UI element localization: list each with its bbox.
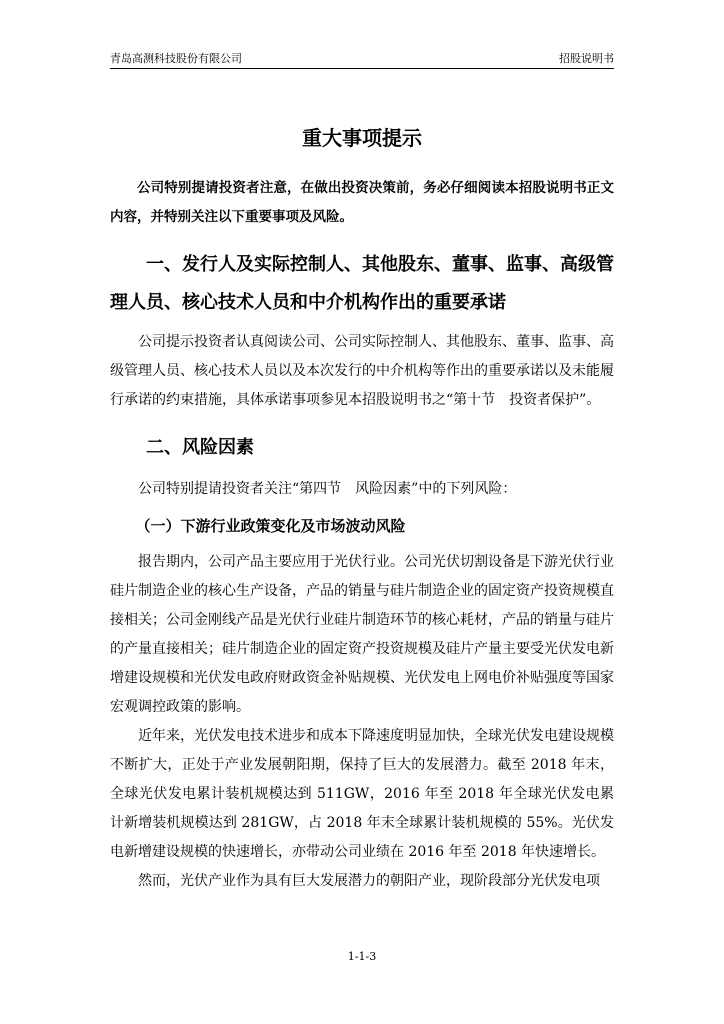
section-2-heading: 二、风险因素 xyxy=(146,437,254,458)
subsection-1-paragraph-2: 近年来，光伏发电技术进步和成本下降速度明显加快，全球光伏发电建设规模不断扩大，正处于产业发展朝阳期，保持了巨大的发展潜力。截至 2018 年末，全球光伏发电累计装机规模达到 511GW，2016 年至 2018 年全球光伏发电累计新增装机规模达到 281GW，占 2018 年末全球累计装机规模的 55%。光伏发电新增建设规模的快速增长，亦带动公司业绩在 2016 年至 2018 年快速增长。 xyxy=(110,728,614,860)
header-company-name: 青岛高测科技股份有限公司 xyxy=(110,52,242,65)
section-1-heading: 一、发行人及实际控制人、其他股东、董事、监事、高级管理人员、核心技术人员和中介机构作出的重要承诺 xyxy=(110,254,614,313)
document-body xyxy=(110,174,614,896)
page-title: 重大事项提示 xyxy=(302,126,422,150)
header-document-type: 招股说明书 xyxy=(559,52,614,65)
intro-paragraph: 公司特别提请投资者注意，在做出投资决策前，务必仔细阅读本招股说明书正文内容，并特别关注以下重要事项及风险。 xyxy=(110,180,614,225)
subsection-1-paragraph-3: 然而，光伏产业作为具有巨大发展潜力的朝阳产业，现阶段部分光伏发电项 xyxy=(138,873,600,889)
page-header xyxy=(110,52,614,69)
section-2-paragraph: 公司特别提请投资者关注“第四节 风险因素”中的下列风险： xyxy=(138,481,517,497)
page-number: 1-1-3 xyxy=(347,950,377,963)
subsection-1-paragraph-1: 报告期内，公司产品主要应用于光伏行业。公司光伏切割设备是下游光伏行业硅片制造企业的核心生产设备，产品的销量与硅片制造企业的固定资产投资规模直接相关；公司金刚线产品是光伏行业硅片制造环节的核心耗材，产品的销量与硅片的产量直接相关；硅片制造企业的固定资产投资规模及硅片产量主要受光伏发电新增建设规模和光伏发电政府财政资金补贴规模、光伏发电上网电价补贴强度等国家宏观调控政策的影响。 xyxy=(110,554,614,715)
subsection-1-heading: （一）下游行业政策变化及市场波动风险 xyxy=(135,517,406,535)
section-1-paragraph: 公司提示投资者认真阅读公司、公司实际控制人、其他股东、董事、监事、高级管理人员、核心技术人员以及本次发行的中介机构等作出的重要承诺以及未能履行承诺的约束措施，具体承诺事项参见本招股说明书之“第十节 投资者保护”。 xyxy=(110,334,614,408)
